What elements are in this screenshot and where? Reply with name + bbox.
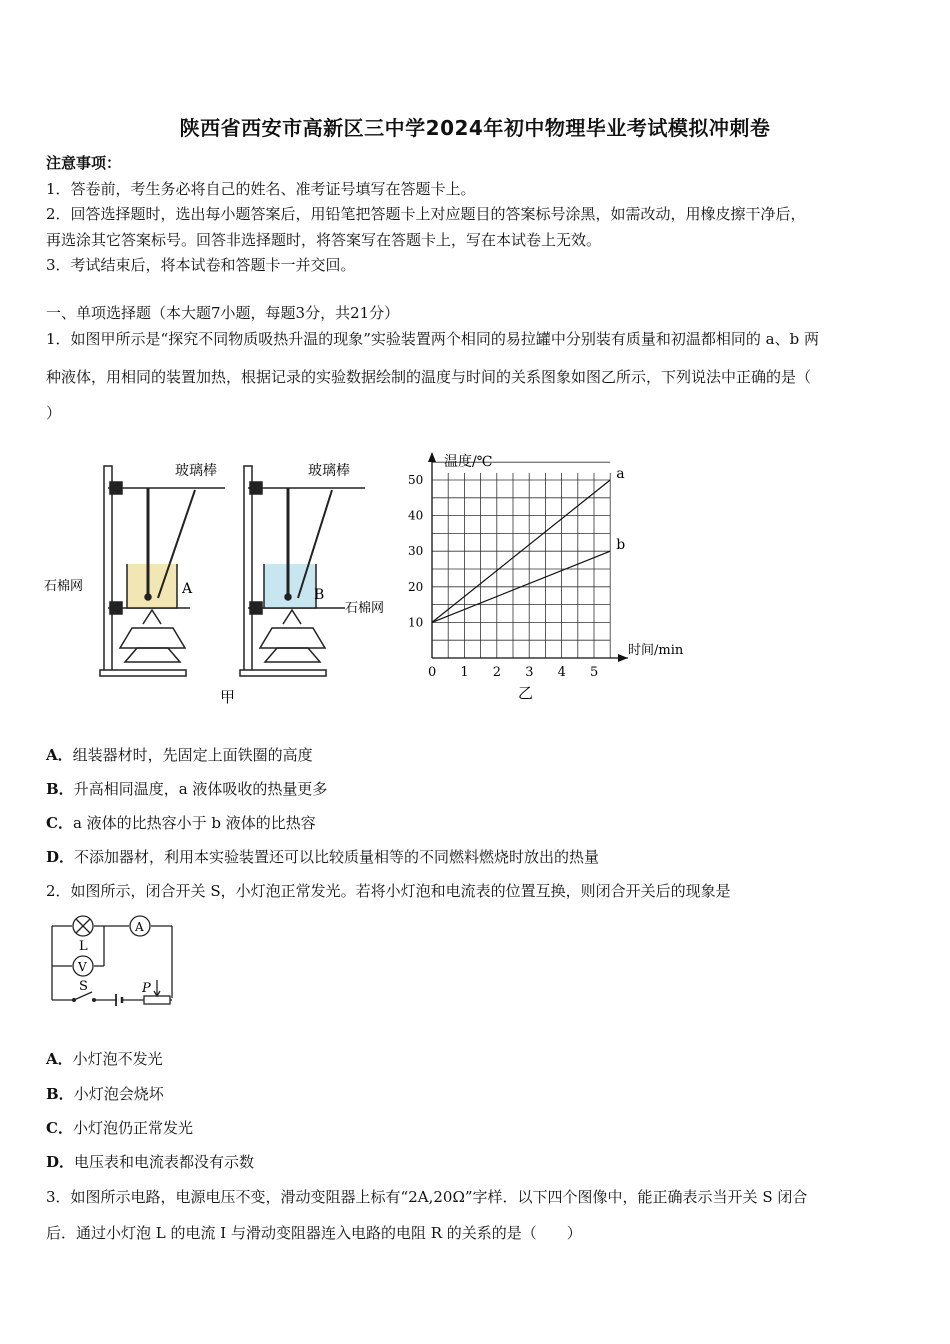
x-tick-label: 0 bbox=[428, 665, 437, 680]
question-1-text: ） bbox=[46, 404, 62, 422]
x-tick-label: 4 bbox=[557, 665, 566, 680]
y-tick-label: 10 bbox=[408, 615, 424, 630]
notice-item: 1．答卷前，考生务必将自己的姓名、准考证号填写在答题卡上。 bbox=[46, 180, 476, 198]
apparatus-figure bbox=[40, 448, 400, 713]
question-3-text: 3．如图所示电路，电源电压不变，滑动变阻器上标有“2A,20Ω”字样．以下四个图像中，能正确表示当开关 S 闭合 bbox=[46, 1188, 808, 1206]
q1-option-d[interactable]: D．不添加器材，利用本实验装置还可以比较质量相等的不同燃料燃烧时放出的热量 bbox=[46, 848, 600, 866]
temperature-chart bbox=[400, 446, 710, 706]
q2-option-d[interactable]: D．电压表和电流表都没有示数 bbox=[46, 1153, 255, 1171]
notice-item: 2．回答选择题时，选出每小题答案后，用铅笔把答题卡上对应题目的答案标号涂黑，如需改动，用橡皮擦干净后， bbox=[46, 205, 806, 223]
rod-label: 玻璃棒 bbox=[175, 463, 217, 479]
beaker-b-label: B bbox=[314, 587, 325, 603]
chart-series bbox=[432, 466, 625, 622]
figure-caption-yi: 乙 bbox=[518, 684, 534, 702]
lamp-label: L bbox=[79, 939, 88, 954]
gauze-label: 石棉网 bbox=[345, 601, 385, 616]
gauze-label: 石棉网 bbox=[44, 579, 84, 594]
series-label-a: a bbox=[616, 466, 625, 482]
chart-axes bbox=[428, 452, 628, 662]
setup-a bbox=[100, 466, 225, 676]
chart-grid bbox=[432, 446, 610, 658]
notice-item: 3．考试结束后，将本试卷和答题卡一并交回。 bbox=[46, 256, 356, 274]
y-tick-label: 40 bbox=[408, 508, 424, 523]
question-2-text: 2．如图所示，闭合开关 S，小灯泡正常发光。若将小灯泡和电流表的位置互换，则闭合开关后的现象是 bbox=[46, 882, 731, 900]
y-tick-label: 30 bbox=[408, 544, 424, 559]
q2-option-a[interactable]: A．小灯泡不发光 bbox=[46, 1050, 163, 1068]
x-axis-arrow bbox=[618, 654, 628, 662]
y-axis-arrow bbox=[428, 452, 436, 462]
beaker-a-label: A bbox=[182, 581, 193, 597]
section-heading: 一、单项选择题（本大题7小题，每题3分，共21分） bbox=[46, 304, 400, 322]
figure-caption-jia: 甲 bbox=[220, 688, 236, 706]
y-tick-label: 20 bbox=[408, 579, 424, 594]
voltmeter-label: V bbox=[78, 960, 87, 974]
page-title: 陕西省西安市高新区三中学2024年初中物理毕业考试模拟冲刺卷 bbox=[179, 116, 771, 140]
question-1-text: 1．如图甲所示是“探究不同物质吸热升温的现象”实验装置两个相同的易拉罐中分别装有质量和初温都相同的 a、b 两 bbox=[46, 330, 819, 348]
ammeter-label: A bbox=[135, 920, 144, 934]
q1-option-b[interactable]: B．升高相同温度，a 液体吸收的热量更多 bbox=[46, 780, 328, 798]
lamp-icon bbox=[73, 916, 93, 936]
series-label-b: b bbox=[616, 537, 626, 554]
q1-option-c[interactable]: C．a 液体的比热容小于 b 液体的比热容 bbox=[46, 814, 316, 832]
question-1-text: 种液体，用相同的装置加热，根据记录的实验数据绘制的温度与时间的关系图象如图乙所示，下列说法中正确的是（ bbox=[46, 368, 812, 386]
x-tick-label: 2 bbox=[492, 665, 502, 680]
notice-item: 再选涂其它答案标号。回答非选择题时，将答案写在答题卡上，写在本试卷上无效。 bbox=[46, 231, 602, 249]
x-tick-label: 3 bbox=[525, 665, 534, 680]
q1-option-a[interactable]: A．组装器材时，先固定上面铁圈的高度 bbox=[46, 746, 313, 764]
rheostat-label: P bbox=[142, 981, 151, 996]
circuit-diagram bbox=[44, 910, 184, 1010]
setup-b bbox=[240, 466, 365, 676]
x-tick-label: 1 bbox=[460, 665, 469, 680]
chart-ticks bbox=[408, 473, 598, 680]
rod-label: 玻璃棒 bbox=[308, 463, 350, 479]
x-axis-label: 时间/min bbox=[628, 643, 684, 658]
q2-option-c[interactable]: C．小灯泡仍正常发光 bbox=[46, 1119, 193, 1137]
q2-option-b[interactable]: B．小灯泡会烧坏 bbox=[46, 1085, 164, 1103]
x-tick-label: 5 bbox=[590, 665, 599, 680]
switch-label: S bbox=[79, 979, 88, 994]
question-3-text: 后．通过小灯泡 L 的电流 I 与滑动变阻器连入电路的电阻 R 的关系的是（ ） bbox=[46, 1224, 582, 1242]
y-axis-label: 温度/℃ bbox=[444, 454, 493, 470]
notice-heading: 注意事项： bbox=[46, 154, 122, 172]
y-tick-label: 50 bbox=[408, 473, 424, 487]
